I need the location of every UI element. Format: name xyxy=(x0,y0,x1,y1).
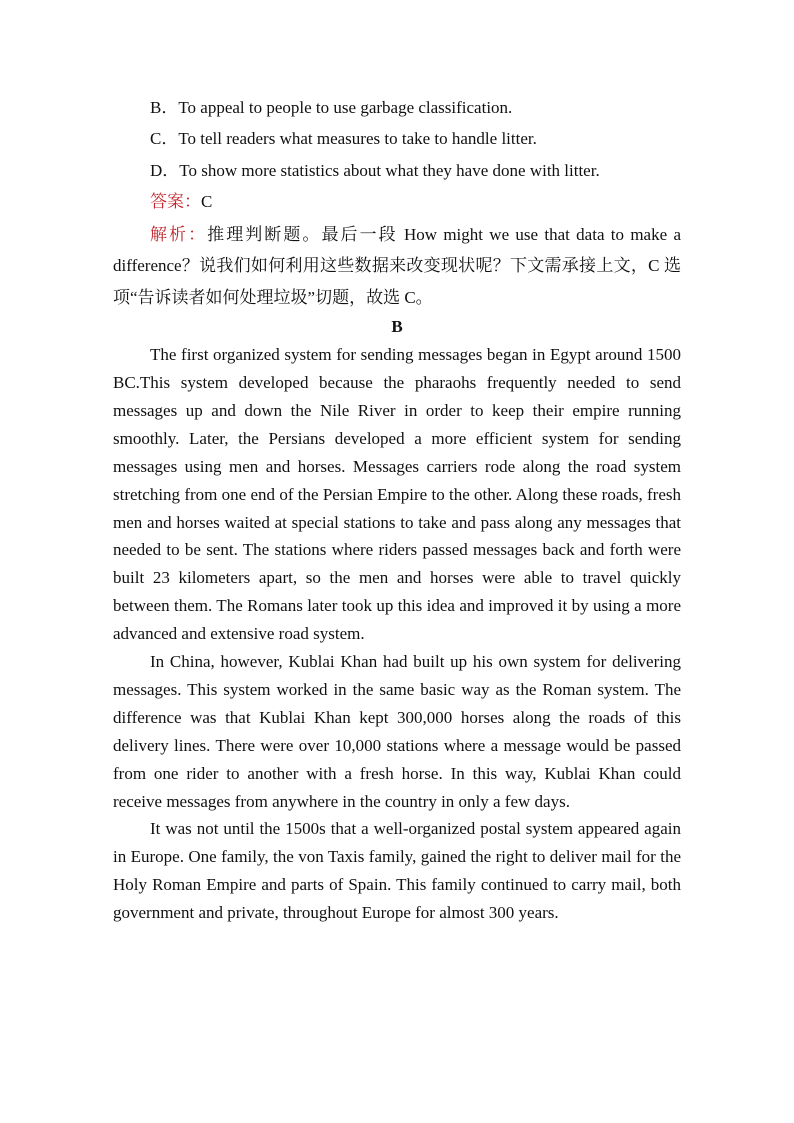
passage-paragraph-1: The first organized system for sending messages began in Egypt around 1500 BC.This system developed because the pharaohs frequently needed to send messages up and down the Nile River in order to keep their empire running smoothly. Later, the Persians developed a more efficient system for sending messages using men and horses. Messages carriers rode along the road system stretching from one end of the Persian Empire to the other. Along these roads, fresh men and horses waited at special stations to take and pass along any messages that needed to be sent. The stations where riders passed messages back and forth were built 23 kilometers apart, so the men and horses were able to travel quickly between them. The Romans later took up this idea and improved it by using a more advanced and extensive road system. xyxy=(113,345,681,644)
analysis-label: 解析： xyxy=(150,225,208,245)
analysis-paragraph xyxy=(113,219,681,313)
option-b: B．To appeal to people to use garbage classification. xyxy=(150,98,513,117)
section-title: B xyxy=(391,317,403,337)
passage-paragraph-3: It was not until the 1500s that a well-organized postal system appeared again in Europe. One family, the von Taxis family, gained the right to deliver mail for the Holy Roman Empire and parts of Spain. This family continued to carry mail, both government and private, throughout Europe for almost 300 years. xyxy=(113,819,681,923)
answer-label: 答案： xyxy=(150,191,201,211)
option-c: C．To tell readers what measures to take to handle litter. xyxy=(150,129,537,149)
passage-paragraph-2: In China, however, Kublai Khan had built up his own system for delivering messages. This system worked in the same basic way as the Roman system. The difference was that Kublai Khan kept 300,000 horses along the roads of this delivery lines. There were over 10,000 stations where a message would be passed from one rider to another with a fresh horse. In this way, Kublai Khan could receive messages from anywhere in the country in only a few days. xyxy=(113,652,681,811)
option-d: D．To show more statistics about what they have done with litter. xyxy=(150,160,600,180)
answer-line xyxy=(150,188,681,216)
page-content xyxy=(113,94,681,927)
answer-value: C xyxy=(201,191,213,211)
analysis-text: 推理判断题。最后一段 How might we use that data to make a difference？说我们如何利用这些数据来改变现状呢？下文需承接上文，C 选项“告诉读者如何处理垃圾”切题，故选 C。 xyxy=(113,225,681,307)
